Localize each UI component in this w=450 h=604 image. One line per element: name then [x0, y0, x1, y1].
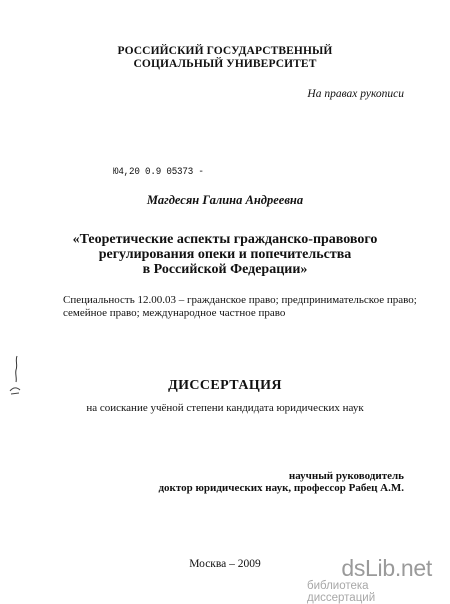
specialty-line-2: семейное право; международное частное право: [63, 307, 286, 319]
supervisor-line-2: доктор юридических наук, профессор Рабец А.М.: [158, 482, 404, 494]
supervisor-line-1: научный руководитель: [288, 470, 404, 482]
university-line-2: СОЦИАЛЬНЫЙ УНИВЕРСИТЕТ: [133, 58, 317, 70]
document-type: ДИССЕРТАЦИЯ: [168, 378, 282, 393]
scientific-supervisor: [158, 470, 404, 494]
specialty-line-1: Специальность 12.00.03 – гражданское право; предпринимательское право;: [63, 294, 417, 306]
specialty-block: [63, 294, 417, 320]
dslib-logo: dsLib.net: [341, 555, 432, 581]
title-line-2: регулирования опеки и попечительства: [98, 247, 352, 262]
university-line-1: РОССИЙСКИЙ ГОСУДАРСТВЕННЫЙ: [117, 45, 333, 57]
dslib-watermark: [307, 555, 442, 604]
title-line-1: «Теоретические аспекты гражданско-правового: [72, 232, 378, 247]
dissertation-title: [0, 232, 450, 277]
city-year: Москва – 2009: [189, 558, 261, 570]
title-line-3: в Российской Федерации»: [142, 262, 308, 277]
author-name: Магдесян Галина Андреевна: [146, 193, 304, 207]
dslib-tagline: библиотека диссертаций: [307, 580, 376, 604]
manuscript-rights-note: На правах рукописи: [307, 88, 404, 100]
archive-stamp: Ю4,20 0.9 05373 -: [113, 167, 204, 178]
degree-statement: на соискание учёной степени кандидата юридических наук: [86, 402, 364, 414]
university-name: [0, 45, 450, 71]
